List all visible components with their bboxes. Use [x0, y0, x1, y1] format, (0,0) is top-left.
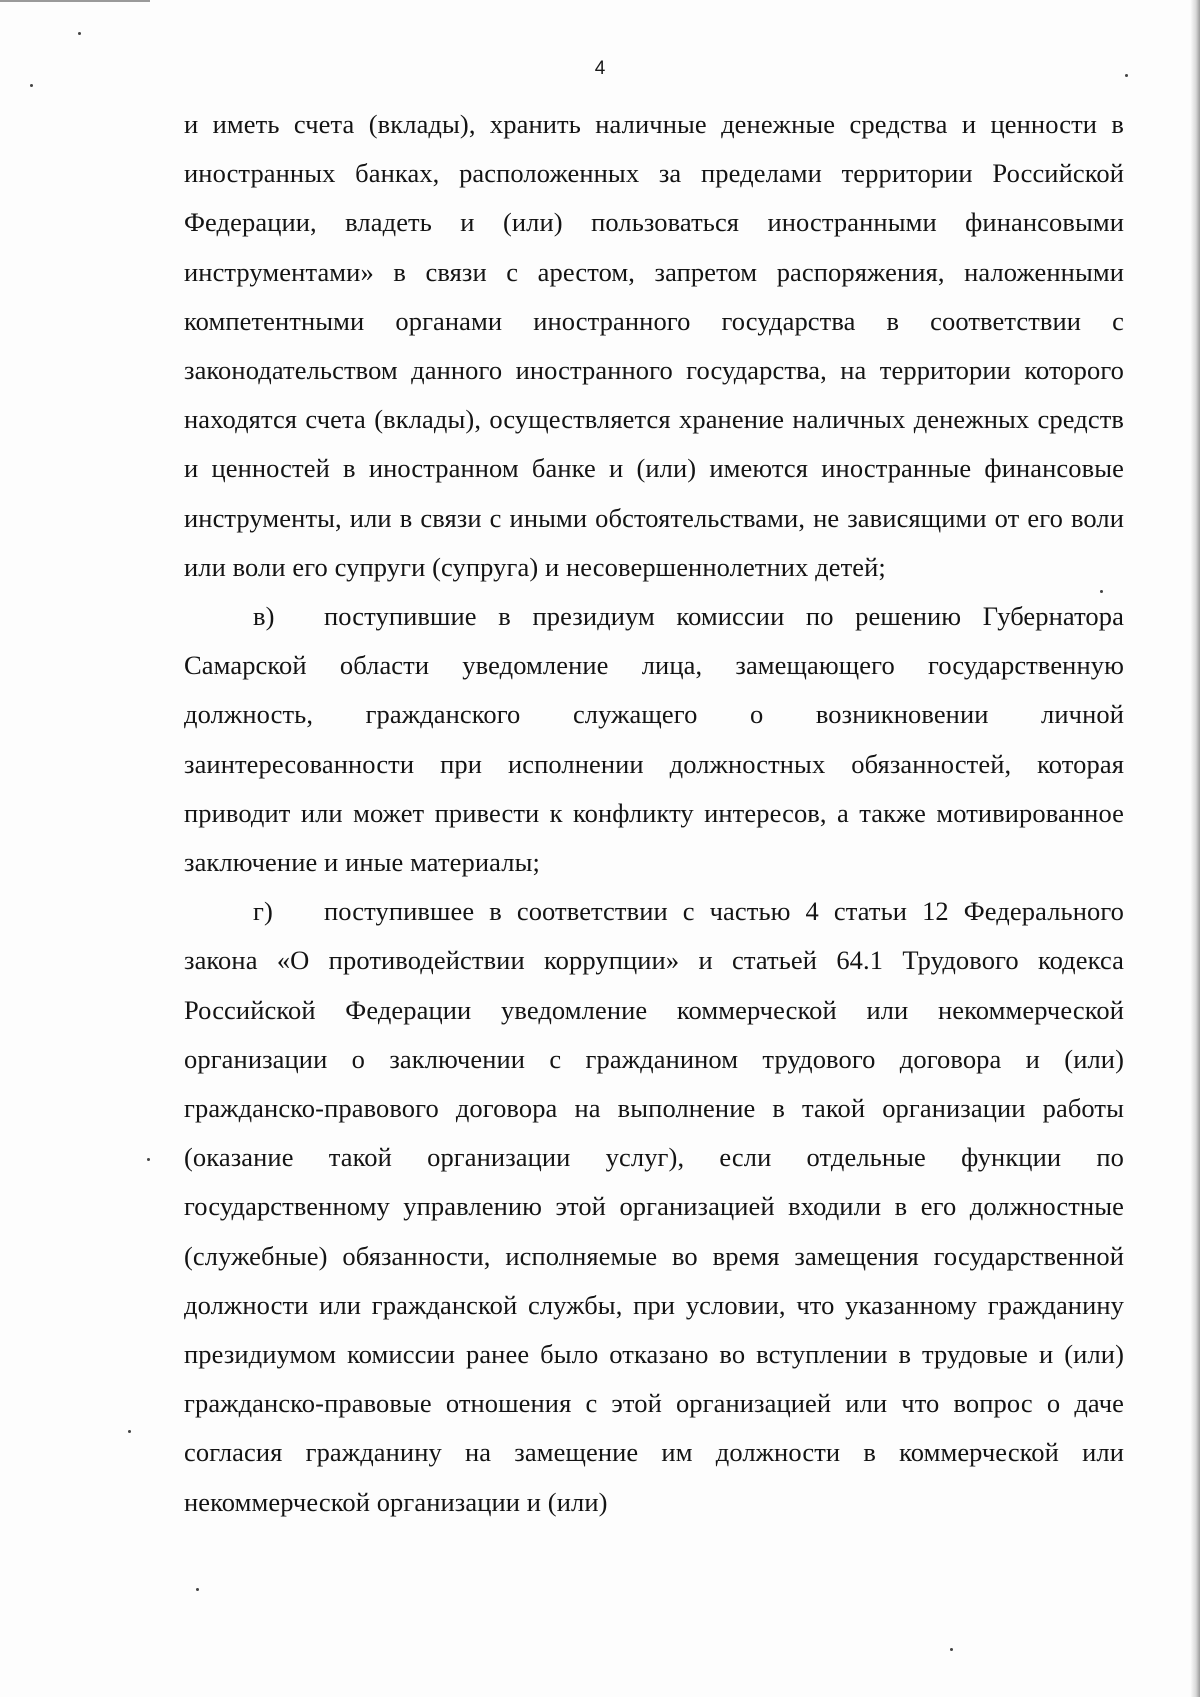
item-marker: в) — [253, 601, 275, 632]
scan-right-edge — [1190, 0, 1200, 1697]
scan-speck — [1100, 590, 1103, 593]
scan-speck — [128, 1430, 131, 1433]
scan-speck — [196, 1588, 199, 1591]
paragraph-continuation — [184, 100, 1124, 592]
paragraph-item-v — [184, 592, 1124, 887]
scan-speck — [950, 1648, 953, 1651]
scan-speck — [1125, 74, 1128, 77]
document-body — [184, 100, 1124, 1527]
paragraph-text: поступившее в соответствии с частью 4 статьи 12 Федерального закона «О противодействии коррупции» и статьей 64.1 Трудового кодекса Российской Федерации уведомление коммерческой или некоммерческой организации о заключении с гражданином трудового договора и (или) гражданско-правового договора на выполнение в такой организации работы (оказание такой организации услуг), если отдельные функции по государственному управлению этой организацией входили в его должностные (служебные) обязанности, исполняемые во время замещения государственной должности или гражданской службы, при условии, что указанному гражданину президиумом комиссии ранее было отказано во вступлении в трудовые и (или) гражданско-правовые отношения с этой организацией или что вопрос о даче согласия гражданину на замещение им должности в коммерческой или некоммерческой организации и (или) — [184, 896, 1124, 1517]
paragraph-text: и иметь счета (вклады), хранить наличные денежные средства и ценности в иностранных банках, расположенных за пределами территории Российской Федерации, владеть и (или) пользоваться иностранными финансовыми инструментами» в связи с арестом, запретом распоряжения, наложенными компетентными органами иностранного государства в соответствии с законодательством данного иностранного государства, на территории которого находятся счета (вклады), осуществляется хранение наличных денежных средств и ценностей в иностранном банке и (или) имеются иностранные финансовые инструменты, или в связи с иными обстоятельствами, не зависящими от его воли или воли его супруги (супруга) и несовершеннолетних детей; — [184, 109, 1124, 582]
scan-speck — [30, 84, 33, 87]
page-number: 4 — [594, 58, 606, 79]
item-marker: г) — [253, 896, 273, 927]
paragraph-text: поступившие в президиум комиссии по решению Губернатора Самарской области уведомление лица, замещающего государственную должность, гражданского служащего о возникновении личной заинтересованности при исполнении должностных обязанностей, которая приводит или может привести к конфликту интересов, а также мотивированное заключение и иные материалы; — [184, 601, 1124, 878]
scan-speck — [147, 1158, 150, 1161]
paragraph-item-g — [184, 887, 1124, 1527]
scan-speck — [78, 32, 81, 35]
scan-top-edge — [0, 0, 150, 2]
